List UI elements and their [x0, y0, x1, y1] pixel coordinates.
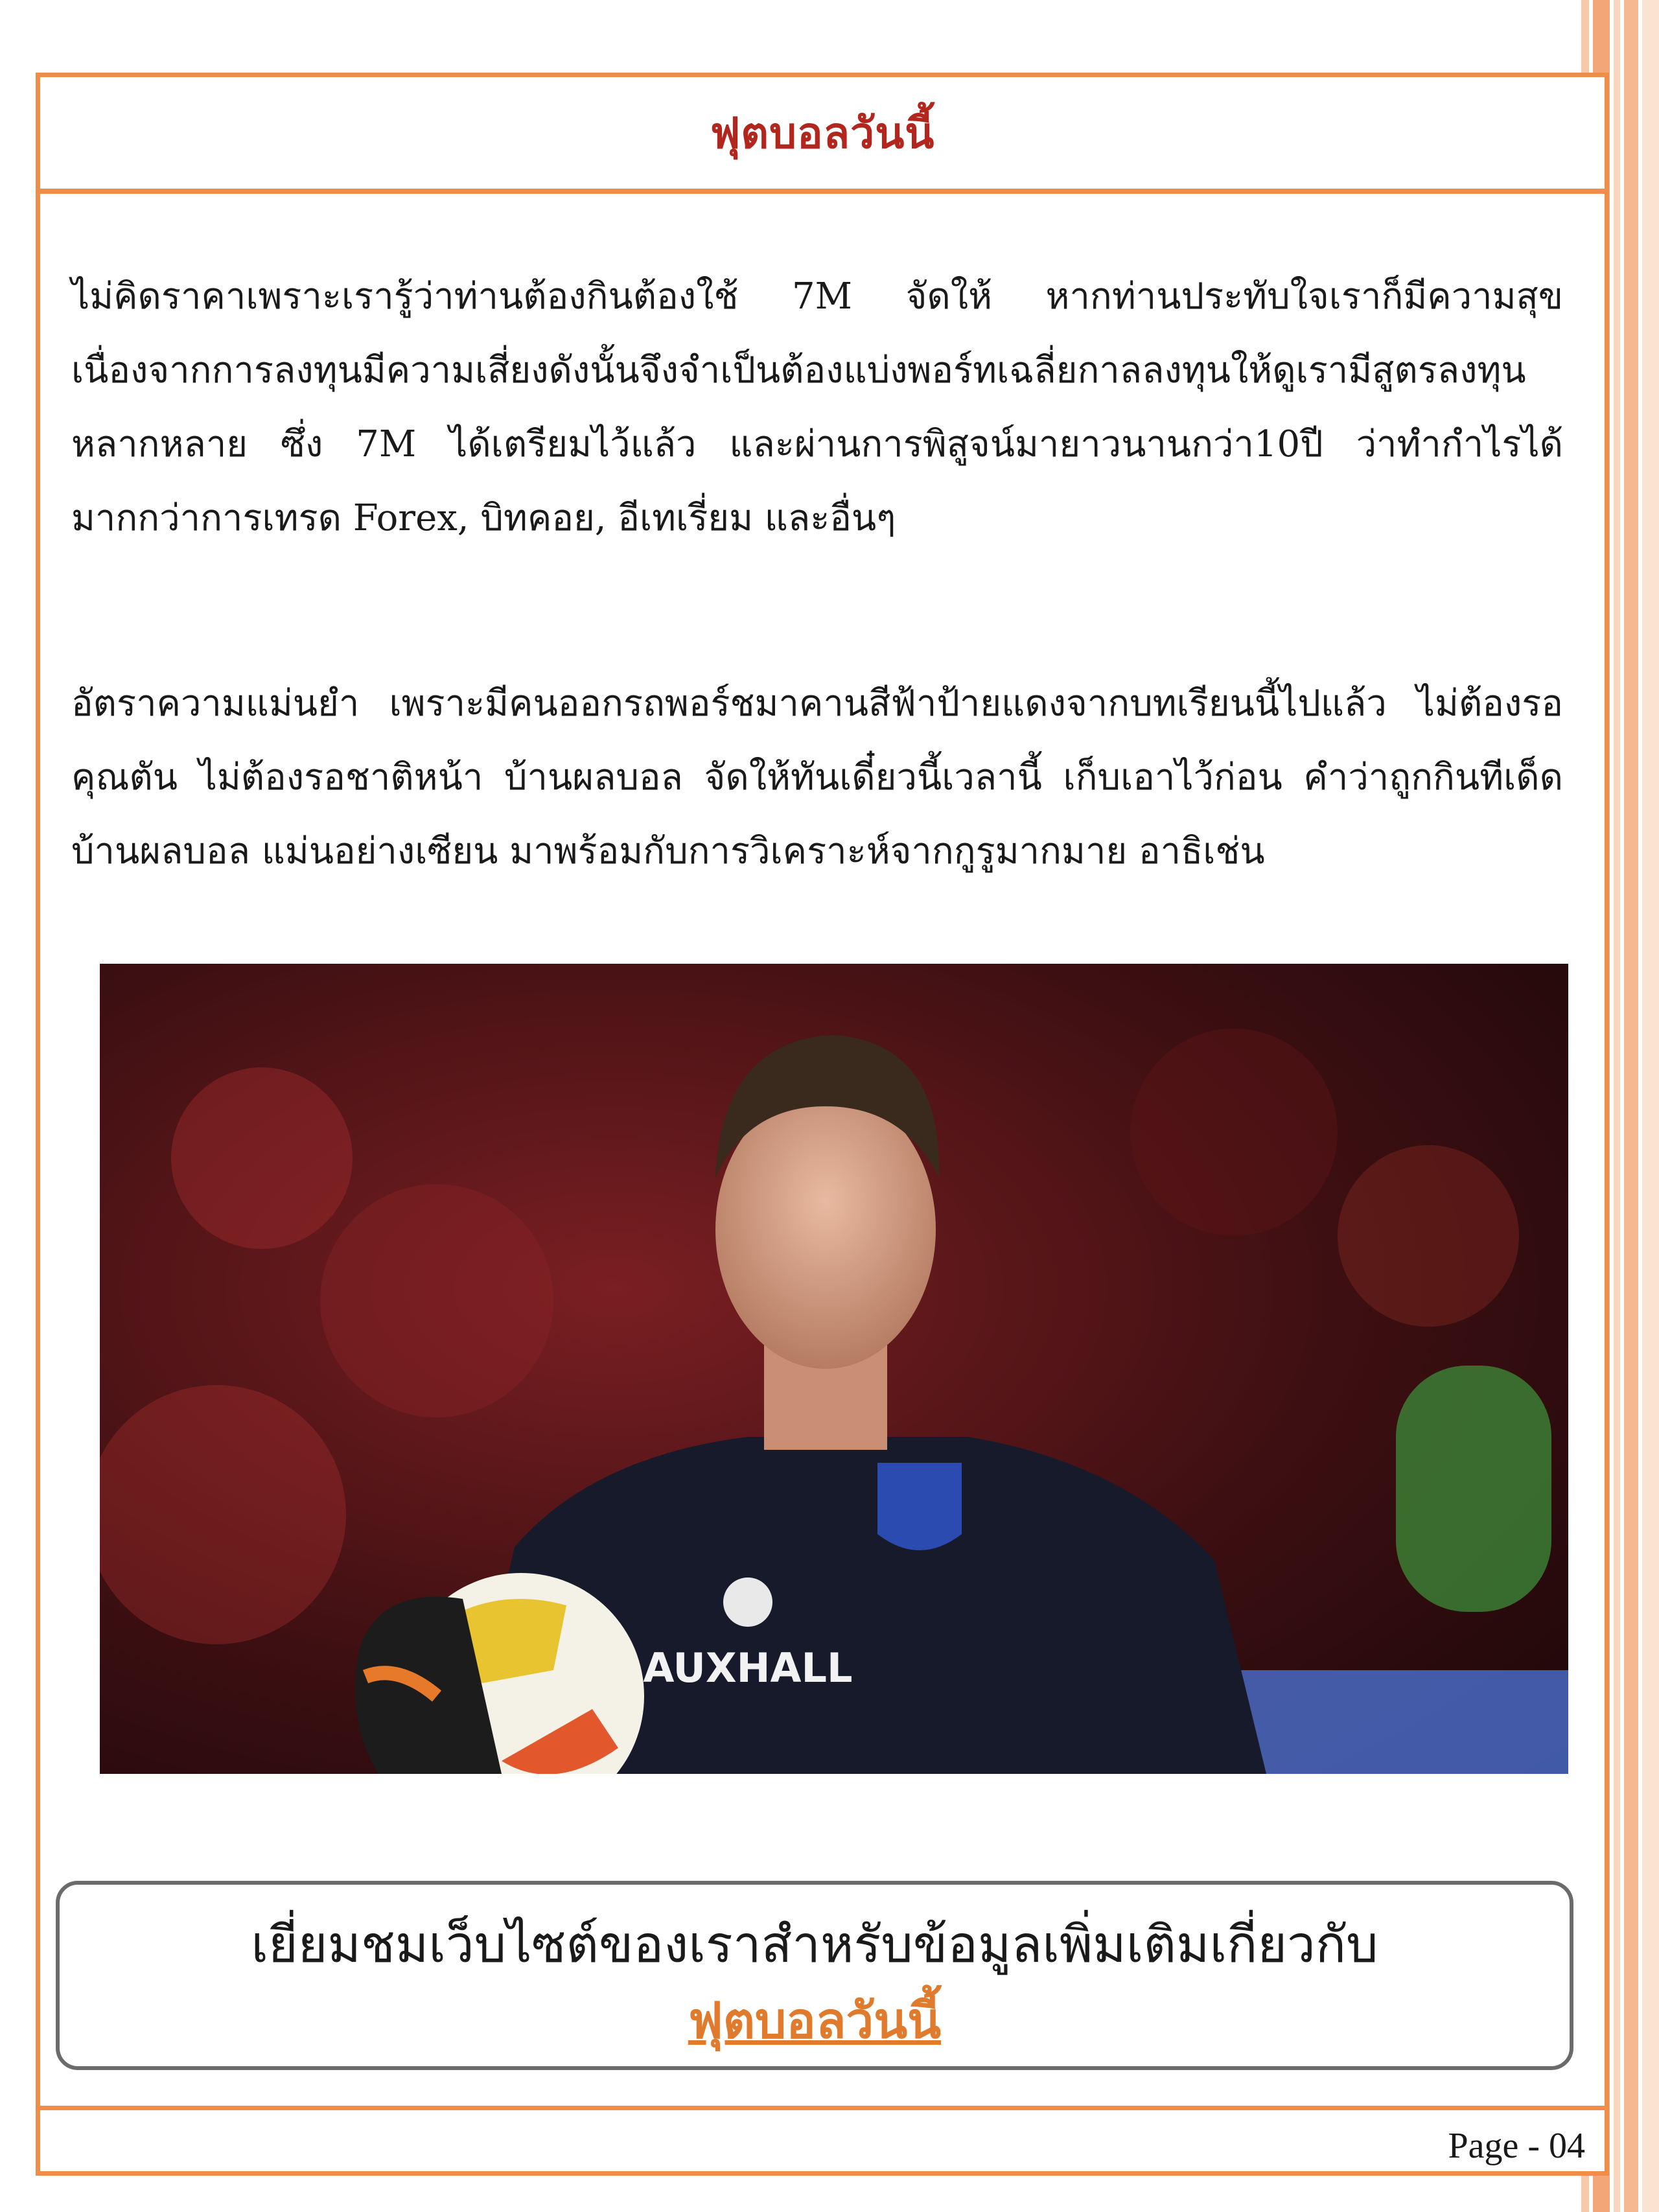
header-bar: [40, 77, 1605, 194]
callout-text: เยี่ยมชมเว็บไซต์ของเราสำหรับข้อมูลเพิ่มเติมเกี่ยวกับ: [251, 1916, 1378, 1974]
footer-divider: [40, 2106, 1605, 2110]
shirt-sponsor-text: AUXHALL: [643, 1644, 853, 1692]
photo-illustration: [100, 964, 1568, 1774]
goalkeeper-photo: [100, 964, 1568, 1774]
page-frame: [36, 73, 1609, 2176]
visit-website-callout: [56, 1881, 1573, 2070]
website-link[interactable]: ฟุตบอลวันนี้: [688, 1992, 942, 2049]
page-title: ฟุตบอลวันนี้: [710, 107, 935, 158]
decorative-stripe: [1624, 0, 1638, 2212]
body-paragraph-2: อัตราความแม่นยำ เพราะมีคนออกรถพอร์ชมาคานสีฟ้าป้ายแดงจากบทเรียนนี้ไปแล้ว ไม่ต้องรอคุณตัน ไม่ต้องรอชาติหน้า บ้านผลบอล จัดให้ทันเดี๋ยวนี้เวลานี้ เก็บเอาไว้ก่อน คำว่าถูกกินทีเด็ด บ้านผลบอล แม่นอย่างเซียน มาพร้อมกับการวิเคราะห์จากกูรูมากมาย อาธิเช่น: [71, 682, 1563, 872]
body-paragraph-1: ไม่คิดราคาเพราะเรารู้ว่าท่านต้องกินต้องใช้ 7M จัดให้ หากท่านประทับใจเราก็มีความสุข เนื่องจากการลงทุนมีความเสี่ยงดังนั้นจึงจำเป็นต้องแบ่งพอร์ทเฉลี่ยกาลลงทุนให้ดูเรามีสูตรลงทุนหลากหลาย ซึ่ง 7M ได้เตรียมไว้แล้ว และผ่านการพิสูจน์มายาวนานกว่า10ปี ว่าทำกำไรได้มากกว่าการเทรด Forex, บิทคอย, อีเทเรี่ยม และอื่นๆ: [71, 275, 1563, 539]
page-number: Page - 04: [1448, 2126, 1585, 2166]
decorative-stripe: [1642, 0, 1659, 2212]
decorative-stripe: [1614, 0, 1620, 2212]
